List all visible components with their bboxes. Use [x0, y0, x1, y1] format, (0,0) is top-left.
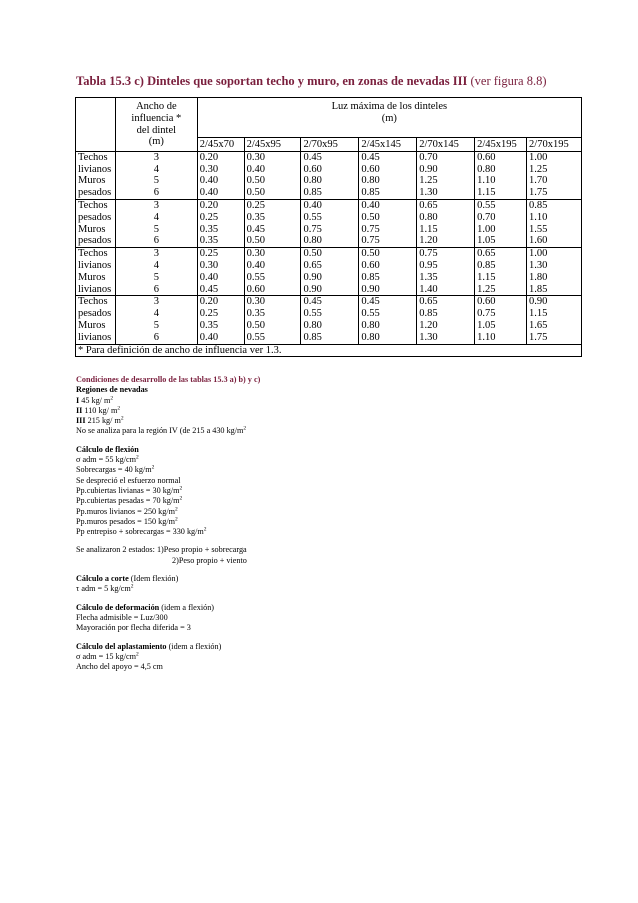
cell-value: 0.65 [475, 248, 527, 260]
row-ancho: 5 [115, 272, 197, 284]
row-label: pesados [76, 235, 116, 247]
cell-value: 0.30 [244, 151, 301, 163]
cell-value: 0.65 [301, 260, 359, 272]
cell-value: 0.40 [197, 175, 244, 187]
cell-value: 1.20 [417, 235, 475, 247]
cell-value: 0.75 [417, 248, 475, 260]
cell-value: 0.50 [244, 320, 301, 332]
header-luz-maxima: Luz máxima de los dinteles (m) [197, 98, 581, 138]
notes-aplastamiento-block [76, 642, 556, 673]
table-row [76, 164, 582, 176]
cell-value: 0.90 [301, 272, 359, 284]
cell-value: 0.85 [359, 187, 417, 199]
cell-value: 1.10 [475, 332, 527, 344]
region-iv-note: No se analiza para la región IV (de 215 a 430 $kg/m^2$ [76, 425, 247, 436]
row-label: livianos [76, 332, 116, 344]
row-label: Techos [76, 296, 116, 308]
cell-value: 0.95 [417, 260, 475, 272]
row-label: pesados [76, 212, 116, 224]
cell-value: 0.50 [359, 248, 417, 260]
cell-value: 0.80 [417, 212, 475, 224]
cell-value: 0.85 [359, 272, 417, 284]
cell-value: 0.40 [244, 260, 301, 272]
cell-value: 0.80 [301, 235, 359, 247]
deformacion-title: Cálculo de deformación (idem a flexión) [76, 602, 215, 612]
cell-value: 0.90 [527, 296, 582, 308]
header-size-3: 2/45x145 [359, 138, 417, 152]
header-size-4: 2/70x145 [417, 138, 475, 152]
flexion-mur-liv: Pp.muros livianos = 250 $kg/m^2$ [76, 505, 178, 516]
cell-value: 0.25 [244, 199, 301, 211]
row-label: pesados [76, 187, 116, 199]
cell-value: 0.60 [301, 164, 359, 176]
deformacion-flecha: Flecha admisible = Luz/300 [76, 612, 168, 622]
row-ancho: 5 [115, 175, 197, 187]
table-row [76, 235, 582, 247]
notes-estados-block [76, 545, 556, 566]
row-ancho: 6 [115, 284, 197, 296]
cell-value: 0.20 [197, 199, 244, 211]
row-label: livianos [76, 260, 116, 272]
row-ancho: 3 [115, 296, 197, 308]
cell-value: 1.55 [527, 224, 582, 236]
notes-corte-block [76, 574, 556, 595]
table-title-main: Tabla 15.3 c) Dinteles que soportan techo y muro, en zonas de nevadas III [76, 74, 468, 88]
cell-value: 0.70 [475, 212, 527, 224]
cell-value: 0.55 [301, 212, 359, 224]
estados-line-2: 2)Peso propio + viento [172, 555, 247, 565]
cell-value: 0.45 [359, 151, 417, 163]
cell-value: 0.80 [359, 175, 417, 187]
table-row [76, 199, 582, 211]
development-conditions [76, 375, 556, 680]
table-row [76, 224, 582, 236]
cell-value: 0.40 [359, 199, 417, 211]
estados-line-1: Se analizaron 2 estados: 1)Peso propio + sobrecarga [76, 545, 247, 555]
cell-value: 1.15 [475, 187, 527, 199]
deformacion-mayoracion: Mayoración por flecha diferida = 3 [76, 623, 191, 633]
cell-value: 1.25 [527, 164, 582, 176]
row-ancho: 3 [115, 248, 197, 260]
cell-value: 1.65 [527, 320, 582, 332]
row-ancho: 3 [115, 151, 197, 163]
cell-value: 1.60 [527, 235, 582, 247]
row-label: pesados [76, 308, 116, 320]
row-label: Techos [76, 248, 116, 260]
cell-value: 0.80 [301, 320, 359, 332]
cell-value: 0.65 [417, 296, 475, 308]
table-row [76, 296, 582, 308]
cell-value: 1.10 [475, 175, 527, 187]
cell-value: 0.35 [244, 212, 301, 224]
cell-value: 0.50 [359, 212, 417, 224]
table-row [76, 260, 582, 272]
cell-value: 0.40 [244, 164, 301, 176]
cell-value: 0.90 [359, 284, 417, 296]
cell-value: 0.60 [359, 164, 417, 176]
flexion-entrepiso: Pp entrepiso + sobrecargas = 330 $kg/m^2$ [76, 526, 207, 537]
table-title-ref: (ver figura 8.8) [467, 74, 547, 88]
row-ancho: 4 [115, 164, 197, 176]
cell-value: 0.75 [359, 224, 417, 236]
cell-value: 1.30 [417, 187, 475, 199]
cell-value: 0.60 [475, 151, 527, 163]
cell-value: 1.00 [527, 248, 582, 260]
cell-value: 0.40 [301, 199, 359, 211]
cell-value: 0.50 [244, 187, 301, 199]
cell-value: 1.30 [417, 332, 475, 344]
cell-value: 1.15 [475, 272, 527, 284]
row-ancho: 4 [115, 260, 197, 272]
cell-value: 0.25 [197, 308, 244, 320]
cell-value: 1.00 [475, 224, 527, 236]
flexion-cub-liv: Pp.cubiertas livianas = 30 $kg/m^2$ [76, 485, 183, 495]
cell-value: 0.60 [359, 260, 417, 272]
cell-value: 0.20 [197, 296, 244, 308]
region-i: I 45 kg/ $m^2$ [76, 394, 114, 405]
cell-value: 0.85 [527, 199, 582, 211]
row-label: Muros [76, 175, 116, 187]
cell-value: 0.30 [197, 164, 244, 176]
cell-value: 1.15 [417, 224, 475, 236]
row-label: livianos [76, 284, 116, 296]
cell-value: 0.50 [244, 175, 301, 187]
cell-value: 0.25 [197, 212, 244, 224]
cell-value: 0.60 [244, 284, 301, 296]
table-row [76, 320, 582, 332]
cell-value: 0.35 [197, 320, 244, 332]
cell-value: 0.90 [301, 284, 359, 296]
row-ancho: 6 [115, 187, 197, 199]
row-ancho: 4 [115, 212, 197, 224]
cell-value: 0.80 [359, 332, 417, 344]
cell-value: 1.15 [527, 308, 582, 320]
cell-value: 1.40 [417, 284, 475, 296]
cell-value: 1.80 [527, 272, 582, 284]
notes-regiones-block [76, 375, 556, 437]
cell-value: 0.50 [244, 235, 301, 247]
cell-value: 0.70 [417, 151, 475, 163]
cell-value: 1.05 [475, 235, 527, 247]
cell-value: 0.85 [301, 187, 359, 199]
cell-value: 0.75 [301, 224, 359, 236]
cell-value: 0.35 [244, 308, 301, 320]
flexion-cub-pes: Pp.cubiertas pesadas = 70 $kg/m^2$ [76, 495, 183, 506]
cell-value: 1.20 [417, 320, 475, 332]
cell-value: 0.20 [197, 151, 244, 163]
cell-value: 0.35 [197, 235, 244, 247]
table-row [76, 272, 582, 284]
corte-title: Cálculo a corte (Idem flexión) [76, 574, 179, 584]
cell-value: 0.55 [244, 332, 301, 344]
footnote-row [76, 344, 582, 357]
table-row [76, 308, 582, 320]
row-ancho: 4 [115, 308, 197, 320]
row-label: Techos [76, 199, 116, 211]
row-ancho: 5 [115, 224, 197, 236]
cell-value: 1.00 [527, 151, 582, 163]
cell-value: 0.65 [417, 199, 475, 211]
aplastamiento-sigma: σ adm = 15 $kg/cm^2$ [76, 651, 139, 661]
table-row [76, 175, 582, 187]
cell-value: 0.55 [244, 272, 301, 284]
cell-value: 1.05 [475, 320, 527, 332]
header-row-1 [76, 98, 582, 138]
table-row [76, 248, 582, 260]
header-size-2: 2/70x95 [301, 138, 359, 152]
region-ii: II 110 kg/ $m^2$ [76, 405, 121, 415]
cell-value: 0.55 [301, 308, 359, 320]
notes-heading: Condiciones de desarrollo de las tablas 15.3 a) b) y c) [76, 375, 261, 384]
row-ancho: 5 [115, 320, 197, 332]
flexion-desprecio: Se despreció el esfuerzo normal [76, 475, 181, 485]
lintel-span-table [75, 97, 582, 357]
header-empty-cell [76, 98, 116, 152]
cell-value: 0.40 [197, 332, 244, 344]
cell-value: 1.25 [417, 175, 475, 187]
cell-value: 0.45 [301, 151, 359, 163]
row-ancho: 6 [115, 332, 197, 344]
row-label: Muros [76, 224, 116, 236]
cell-value: 0.80 [475, 164, 527, 176]
table-row [76, 332, 582, 344]
cell-value: 0.75 [359, 235, 417, 247]
flexion-sobrecargas: Sobrecargas = 40 $kg/m^2$ [76, 464, 155, 475]
cell-value: 0.85 [475, 260, 527, 272]
cell-value: 0.45 [197, 284, 244, 296]
table-body [76, 151, 582, 344]
cell-value: 1.25 [475, 284, 527, 296]
cell-value: 0.80 [359, 320, 417, 332]
cell-value: 0.40 [197, 187, 244, 199]
table-row [76, 284, 582, 296]
cell-value: 0.45 [244, 224, 301, 236]
regiones-title: Regiones de nevadas [76, 385, 148, 395]
flexion-title: Cálculo de flexión [76, 444, 139, 454]
row-ancho: 3 [115, 199, 197, 211]
cell-value: 0.40 [197, 272, 244, 284]
table-row [76, 187, 582, 199]
cell-value: 1.35 [417, 272, 475, 284]
cell-value: 0.35 [197, 224, 244, 236]
header-ancho-influencia: Ancho de influencia * del dintel (m) [115, 98, 197, 152]
cell-value: 0.45 [359, 296, 417, 308]
cell-value: 0.90 [417, 164, 475, 176]
row-label: Muros [76, 320, 116, 332]
header-size-6: 2/70x195 [527, 138, 582, 152]
cell-value: 1.85 [527, 284, 582, 296]
cell-value: 1.30 [527, 260, 582, 272]
cell-value: 0.45 [301, 296, 359, 308]
row-label: Muros [76, 272, 116, 284]
cell-value: 0.85 [301, 332, 359, 344]
cell-value: 0.75 [475, 308, 527, 320]
region-iii: III 215 kg/ $m^2$ [76, 415, 124, 426]
cell-value: 1.70 [527, 175, 582, 187]
cell-value: 0.85 [417, 308, 475, 320]
cell-value: 1.75 [527, 332, 582, 344]
table-row [76, 212, 582, 224]
header-size-1: 2/45x95 [244, 138, 301, 152]
row-label: Techos [76, 151, 116, 163]
header-size-5: 2/45x195 [475, 138, 527, 152]
cell-value: 0.25 [197, 248, 244, 260]
aplastamiento-title: Cálculo del aplastamiento (idem a flexión) [76, 641, 222, 651]
table-footnote: * Para definición de ancho de influencia ver 1.3. [76, 344, 582, 357]
header-size-0: 2/45x70 [197, 138, 244, 152]
cell-value: 1.75 [527, 187, 582, 199]
row-label: livianos [76, 164, 116, 176]
flexion-mur-pes: Pp.muros pesados = 150 $kg/m^2$ [76, 516, 178, 526]
cell-value: 0.30 [197, 260, 244, 272]
aplastamiento-ancho: Ancho del apoyo = 4,5 cm [76, 662, 163, 672]
cell-value: 1.10 [527, 212, 582, 224]
cell-value: 0.30 [244, 296, 301, 308]
cell-value: 0.50 [301, 248, 359, 260]
table-row [76, 151, 582, 163]
table-title [76, 74, 596, 89]
cell-value: 0.80 [301, 175, 359, 187]
cell-value: 0.55 [475, 199, 527, 211]
cell-value: 0.30 [244, 248, 301, 260]
cell-value: 0.55 [359, 308, 417, 320]
notes-flexion-block [76, 445, 556, 538]
corte-tau: τ adm = 5 $kg/cm^2$ [76, 583, 134, 594]
row-ancho: 6 [115, 235, 197, 247]
flexion-sigma: σ adm = 55 $kg/cm^2$ [76, 454, 139, 465]
notes-deformacion-block [76, 603, 556, 634]
cell-value: 0.60 [475, 296, 527, 308]
